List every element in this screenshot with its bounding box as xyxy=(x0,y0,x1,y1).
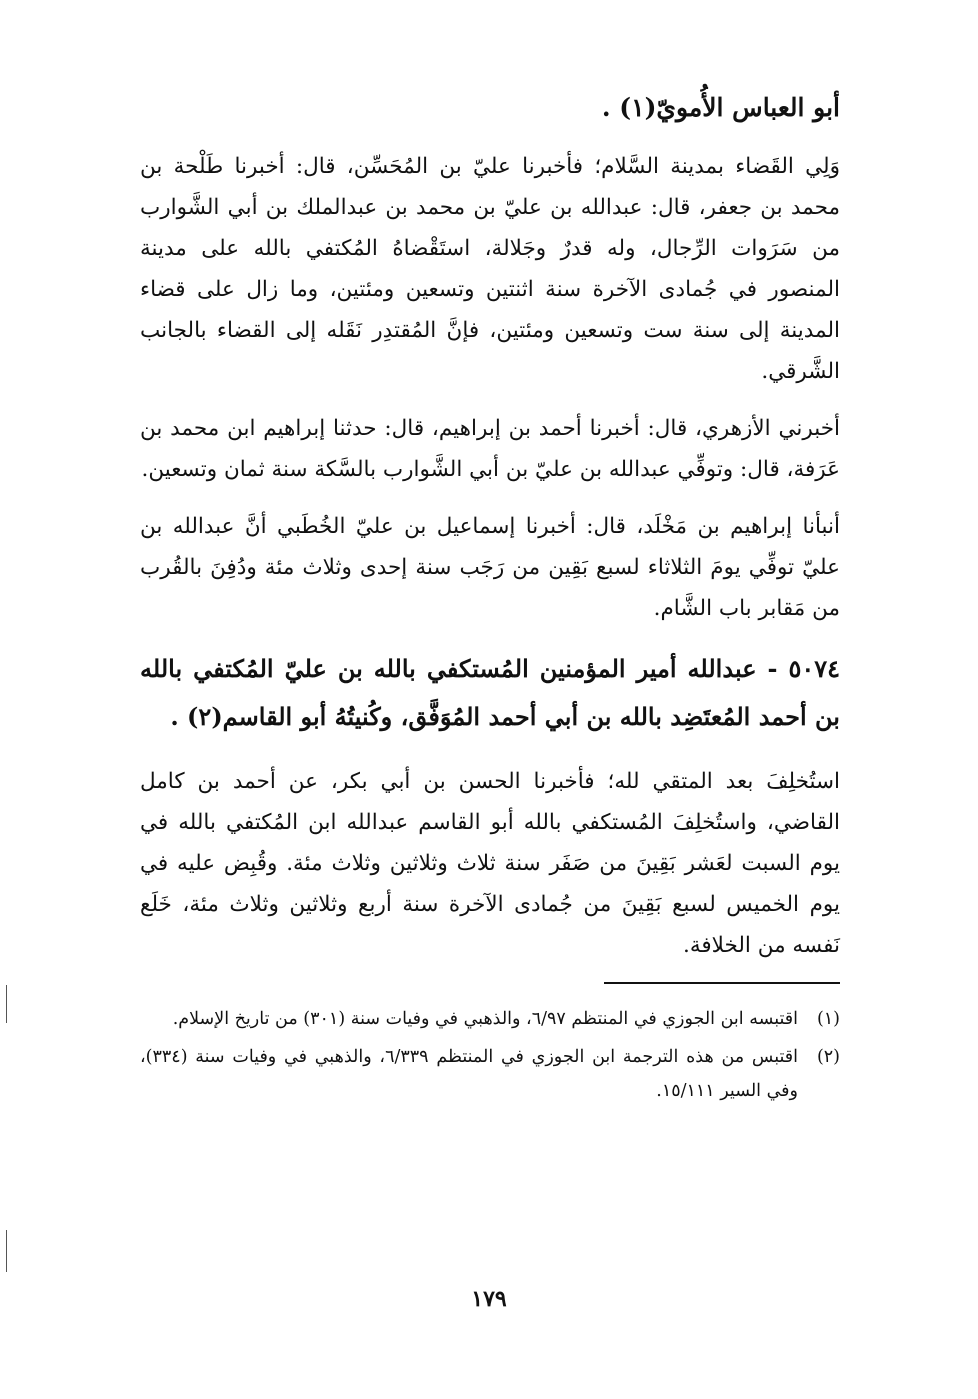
footnote-separator xyxy=(604,982,840,984)
footnote-text: اقتبس من هذه الترجمة ابن الجوزي في المنتظم ٦/٣٣٩، والذهبي في وفيات سنة (٣٣٤)، وفي السير ١٥/١١١. xyxy=(140,1047,798,1101)
paragraph-2: أخبرني الأزهري، قال: أخبرنا أحمد بن إبراهيم، قال: حدثنا إبراهيم ابن محمد بن عَرَفة، قال: وتوفِّي عبدالله بن عليّ بن أبي الشَّوارب بالسَّكة سنة ثمان وتسعين. xyxy=(140,416,840,482)
footnote-1 xyxy=(140,1002,840,1036)
footnote-2 xyxy=(140,1040,840,1108)
footnote-text: اقتبسه ابن الجوزي في المنتظم ٦/٩٧، والذهبي في وفيات سنة (٣٠١) من تاريخ الإسلام. xyxy=(172,1009,798,1029)
paragraph-3: أنبأنا إبراهيم بن مَخْلَد، قال: أخبرنا إسماعيل بن عليّ الخُطَبي أنَّ عبدالله بن عليّ توفِّي يومَ الثلاثاء لسبع بَقِين من رَجَب سنة إحدى وثلاث مئة ودُفِنَ بالقُرب من مَقابر باب الشَّام. xyxy=(140,514,840,621)
entry-paragraph: استُخلِفَ بعد المتقي لله؛ فأخبرنا الحسن بن أبي بكر، عن أحمد بن كامل القاضي، واستُخلِفَ المُستكفي بالله أبو القاسم عبدالله ابن المُكتفي بالله في يوم السبت لعَشر بَقِينَ من صَفَر سنة ثلاث وثلاثين وثلاث مئة. وقُبِض عليه في يوم الخميس لسبع بَقِينَ من جُمادى الآخرة سنة أربع وثلاثين وثلاث مئة، خَلَع نَفسه من الخلافة. xyxy=(140,769,840,958)
entry-title: ٥٠٧٤ - عبدالله أمير المؤمنين المُستكفي بالله بن عليّ المُكتفي بالله بن أحمد المُعتَضِد بالله بن أبي أحمد المُوَفَّق، وكُنيتُهُ أبو القاسم(٢) . xyxy=(140,654,840,731)
footnote-number: (٢) xyxy=(816,1047,840,1067)
scan-margin-mark xyxy=(6,985,7,1023)
entry-heading: أبو العباس الأُمويّ(١) . xyxy=(601,93,840,122)
page-body xyxy=(140,88,840,1112)
scan-margin-mark xyxy=(6,1230,7,1272)
page-number: ١٧٩ xyxy=(471,1286,507,1312)
footnote-number: (١) xyxy=(816,1009,840,1029)
paragraph-1: وَلِي القَضاء بمدينة السَّلام؛ فأخبرنا عليّ بن المُحَسِّن، قال: أخبرنا طَلْحة بن محمد بن جعفر، قال: عبدالله بن عليّ بن محمد بن عبدالملك بن أبي الشَّوارب من سَرَوات الرِّجال، وله قدرٌ وجَلالة، استَقْضاهُ المُكتفي بالله على مدينة المنصور في جُمادى الآخرة سنة اثنتين وتسعين ومئتين، وما زال على قضاء المدينة إلى سنة ست وتسعين ومئتين، فإنَّ المُقتدِر نَقَله إلى القضاء بالجانب الشَّرقي. xyxy=(140,154,840,384)
